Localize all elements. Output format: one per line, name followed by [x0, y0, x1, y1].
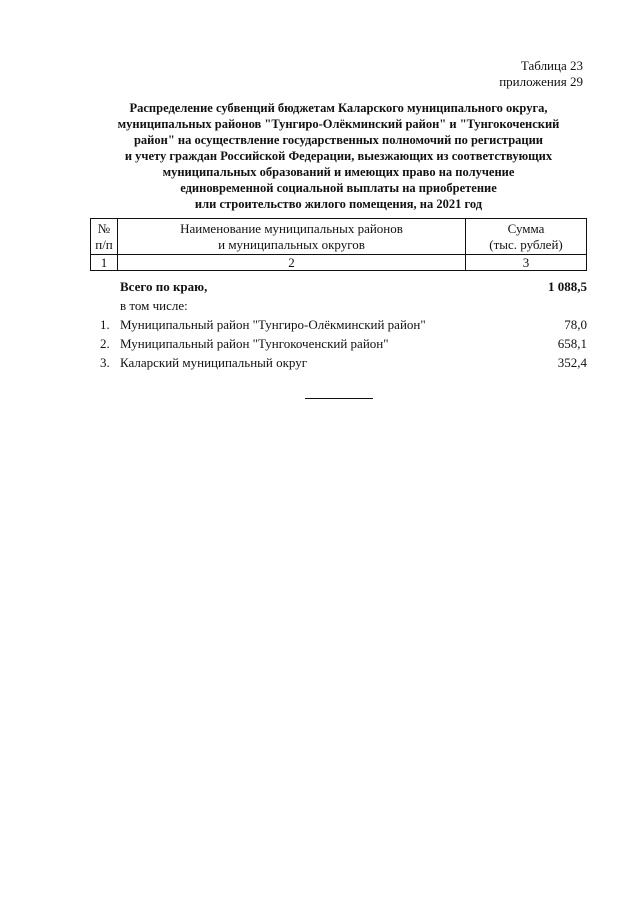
title-line: и учету граждан Российской Федерации, выезжающих из соответствующих: [124, 149, 553, 163]
row-number: 3.: [100, 355, 110, 370]
including-label: в том числе:: [120, 298, 188, 313]
row-number: 1.: [100, 317, 110, 332]
row-number: 2.: [100, 336, 110, 351]
table-body: [90, 277, 587, 372]
table-row: [90, 315, 587, 334]
appendix-number: приложения 29: [499, 74, 583, 89]
header-row: [91, 219, 587, 255]
row-value: 658,1: [557, 336, 587, 351]
table-row: [90, 353, 587, 372]
header-num-line1: №: [97, 220, 111, 236]
title-line: или строительство жилого помещения, на 2021 год: [194, 197, 483, 211]
title-line: Распределение субвенций бюджетам Каларского муниципального округа,: [129, 101, 548, 115]
table-row: [90, 334, 587, 353]
row-name: Муниципальный район "Тунгиро-Олёкминский район": [120, 317, 426, 332]
header-num-cell: [91, 219, 118, 255]
title-line: муниципальных районов "Тунгиро-Олёкминский район" и "Тунгокоченский: [117, 117, 560, 131]
total-label: Всего по краю,: [120, 279, 208, 294]
row-name: Муниципальный район "Тунгокоченский район": [120, 336, 389, 351]
row-name: Каларский муниципальный округ: [120, 355, 308, 370]
total-value: 1 088,5: [548, 279, 587, 294]
header-name-line2: и муниципальных округов: [218, 236, 365, 252]
title-line: муниципальных образований и имеющих право на получение: [162, 165, 515, 179]
end-divider: [305, 398, 373, 399]
table-number: Таблица 23: [520, 58, 583, 73]
row-value: 352,4: [557, 355, 587, 370]
including-row: [90, 296, 587, 315]
table-header: [90, 218, 587, 271]
table-reference: [499, 58, 583, 90]
column-number: 2: [118, 255, 466, 271]
column-number-row: [91, 255, 587, 271]
column-number: 1: [91, 255, 118, 271]
total-row: [90, 277, 587, 296]
header-sum-line1: Сумма: [507, 220, 545, 236]
title-line: единовременной социальной выплаты на приобретение: [180, 181, 497, 195]
row-value: 78,0: [564, 317, 587, 332]
header-sum-line2: (тыс. рублей): [489, 236, 563, 252]
title-line: район" на осуществление государственных полномочий по регистрации: [133, 133, 544, 147]
document-title: [90, 100, 587, 212]
column-number: 3: [466, 255, 587, 271]
header-num-line2: п/п: [95, 236, 113, 252]
header-sum-cell: [466, 219, 587, 255]
header-name-cell: [118, 219, 466, 255]
header-name-line1: Наименование муниципальных районов: [180, 220, 403, 236]
